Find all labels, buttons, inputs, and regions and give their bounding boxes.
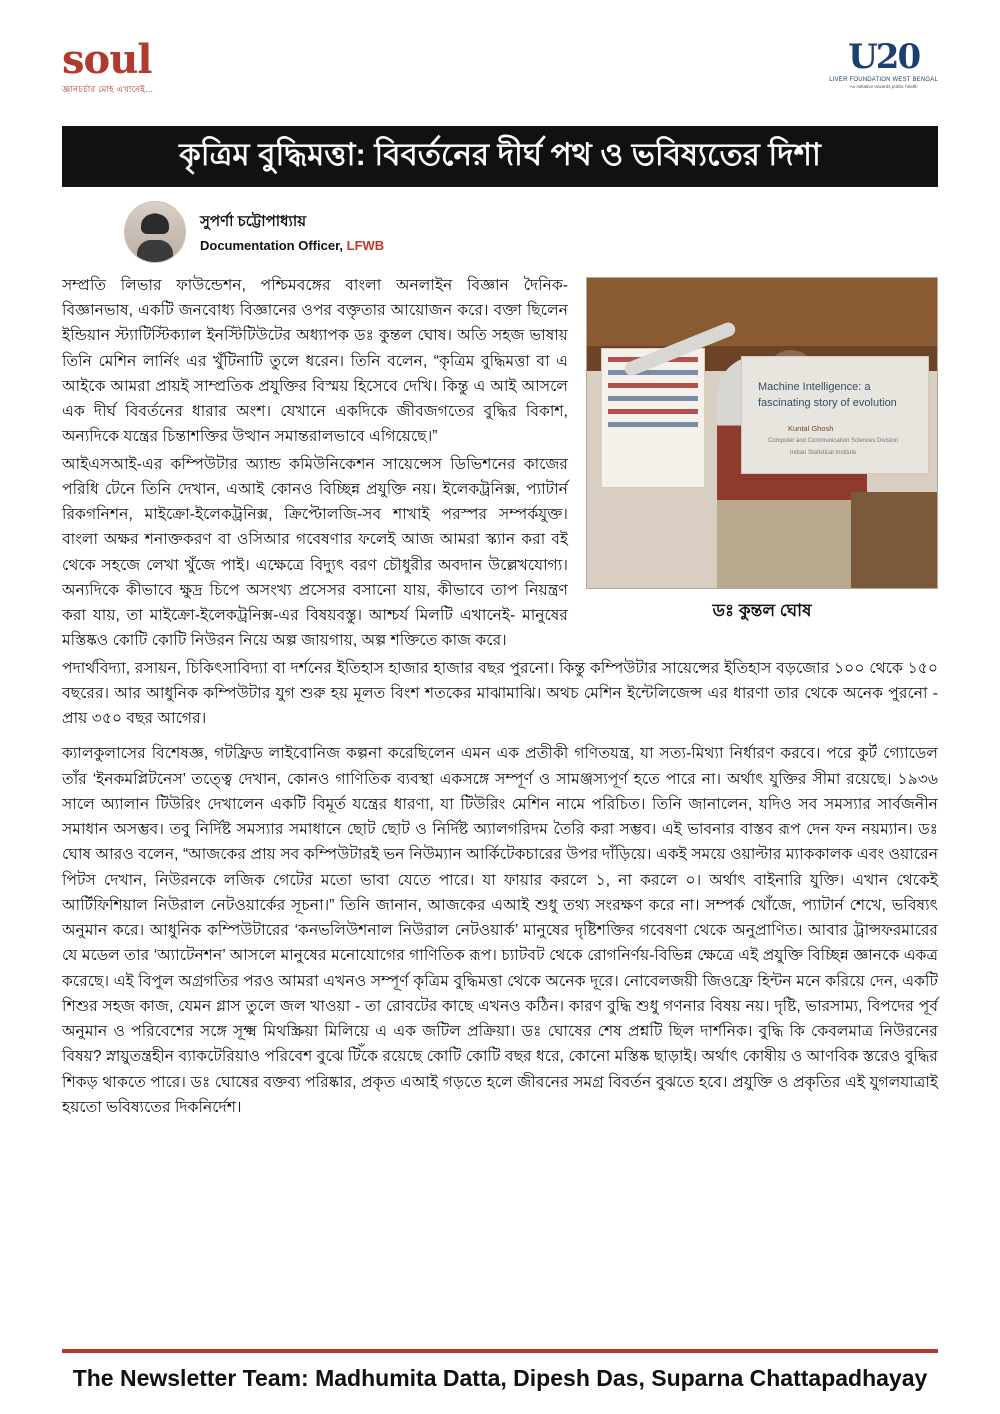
lfwb-logo-text: U20 [848, 37, 920, 77]
author-role-prefix: Documentation Officer, [200, 238, 347, 254]
event-banner [601, 348, 705, 488]
banner-line [608, 383, 698, 388]
banner-line [608, 422, 698, 427]
byline-text [200, 210, 384, 253]
banner-line [608, 409, 698, 414]
masthead [40, 36, 960, 118]
slide-division: Computer and Communication Sciences Division [768, 437, 899, 444]
author-role [200, 238, 384, 253]
article-body-lower [62, 741, 938, 1120]
avatar [124, 201, 186, 263]
footer [40, 1349, 960, 1392]
banner-line [608, 396, 698, 401]
slide-institute: Indian Statistical Institute [790, 449, 857, 456]
article-paragraph-2: আইএসআই-এর কম্পিউটার অ্যান্ড কমিউনিকেশন সায়েন্সেস ডিভিশনের কাজের পরিধি টেনে তিনি দেখান, এআই কোনও বিচ্ছিন্ন প্রযুক্তি নয়। ইলেকট্রনিক্স, প্যাটার্ন রিকগনিশন, মাইক্রো-ইলেকট্রনিক্স, ক্রিপ্টোলজি-সব শাখাই পরস্পর সম্পর্কযুক্ত। বাংলা অক্ষর শনাক্তকরণ বা ওসিআর গবেষণার ফলেই আজ আমরা স্ক্যান করা বই থেকে সহজে লেখা খুঁজে পাই। এক্ষেত্রে বিদ্যুৎ বরণ চৌধুরীর অবদান উল্লেখযোগ্য। অন্যদিকে কীভাবে ক্ষুদ্র চিপে অসংখ্য প্রসেসর বসানো যায়, কীভাবে তাপ নিয়ন্ত্রণ করা যায়, তা মাইক্রো-ইলেকট্রনিক্স-এর বিষয়বস্তু। আশ্চর্য মিলটি এখানেই- মানুষের মস্তিষ্কও কোটি কোটি নিউরন নিয়ে অল্প জায়গায়, অল্প শক্তিতে কাজ করে। [62, 455, 568, 650]
article-paragraph-4: ক্যালকুলাসের বিশেষজ্ঞ, গটফ্রিড লাইবোনিজ কল্পনা করেছিলেন এমন এক প্রতীকী গণিতযন্ত্র, যা সত্য-মিথ্যা নির্ধারণ করবে। পরে কুর্ট গ্যোডেল তাঁর ‘ইনকমপ্লিটনেস’ তত্ত্বে দেখান, কোনও গাণিতিক ব্যবস্থা একসঙ্গে সম্পূর্ণ ও সামঞ্জস্যপূর্ণ হতে পারে না। অর্থাৎ যুক্তির সীমা রয়েছে। ১৯৩৬ সালে অ্যালান টিউরিং দেখালেন একটি বিমূর্ত যন্ত্রের ধারণা, যা টিউরিং মেশিন নামে পরিচিত। তিনি জানালেন, যদিও সব সমস্যার সার্বজনীন সমাধান অসম্ভব। তবু নির্দিষ্ট সমস্যার সমাধানে ছোট ছোট ও নির্দিষ্ট অ্যালগরিদম তৈরি করা সম্ভব। এই ভাবনার বাস্তব রূপ দেন ফন নয়ম্যান। ডঃ ঘোষ আরও বলেন, “আজকের প্রায় সব কম্পিউটারই ভন নিউম্যান আর্কিটেকচারের উপর দাঁড়িয়ে। একই সময়ে ওয়াল্টার ম্যাককালক এবং ওয়ারেন পিটস দেখান, নিউরনকে লজিক গেটের মতো ভাবা যেতে পারে। যা ফায়ার করলে ১, না করলে ০। অর্থাৎ বাইনারি যুক্তি। এখান থেকেই আর্টিফিশিয়াল নিউরাল নেটওয়ার্কের সূচনা।” তিনি জানান, আজকের এআই শুধু তথ্য সংরক্ষণ করে না। সম্পর্ক খোঁজে, প্যাটার্ন শেখে, ভবিষ্যৎ অনুমান করে। আধুনিক কম্পিউটারের ‘কনভলিউশনাল নিউরাল নেটওয়ার্ক’ মানুষের দৃষ্টিশক্তির গবেষণা থেকে অনুপ্রাণিত। আবার ট্রান্সফরমারের যে মডেল তার ‘অ্যাটেনশন’ আসলে মানুষের মনোযোগের গাণিতিক রূপ। চ্যাটবট থেকে রোগনির্ণয়-বিভিন্ন ক্ষেত্রে এই প্রযুক্তি বিচ্ছিন্ন জ্ঞানকে একত্র করেছে। এই বিপুল অগ্রগতির পরও আমরা এখনও সম্পূর্ণ কৃত্রিম বুদ্ধিমত্তা থেকে অনেক দূরে। নোবেলজয়ী জিওফ্রে হিন্টন মনে করিয়ে দেন, একটি শিশুর সহজ কাজ, যেমন গ্লাস তুলে জল খাওয়া - তা রোবটের কাছে এখনও কঠিন। কারণ বুদ্ধি শুধু গণনার বিষয় নয়। দৃষ্টি, ভারসাম্য, বিপদের পূর্ব অনুমান ও পরিবেশের সঙ্গে সূক্ষ্ম মিথস্ক্রিয়া মিলিয়ে এ এক জটিল প্রক্রিয়া। ডঃ ঘোষের শেষ প্রশ্নটি ছিল দার্শনিক। বুদ্ধি কি কেবলমাত্র নিউরনের বিষয়? স্নায়ুতন্ত্রহীন ব্যাকটেরিয়াও পরিবেশ বুঝে টিঁকে রয়েছে কোটি কোটি বছর ধরে, কোনো মস্তিষ্ক ছাড়াই। অর্থাৎ কোষীয় ও আণবিক স্তরেও বুদ্ধির শিকড় থাকতে পারে। ডঃ ঘোষের বক্তব্য পরিষ্কার, প্রকৃত এআই গড়তে হলে জীবনের সমগ্র বিবর্তন বুঝতে হবে। প্রযুক্তি ও প্রকৃতির এই যুগলযাত্রাই হয়তো ভবিষ্যতের দিকনির্দেশ। [62, 745, 938, 1116]
presentation-slide [741, 356, 929, 474]
banner-line [608, 370, 698, 375]
lecture-photo [586, 277, 938, 589]
article-body [62, 273, 938, 732]
article-paragraph-1: সম্প্রতি লিভার ফাউন্ডেশন, পশ্চিমবঙ্গের বাংলা অনলাইন বিজ্ঞান দৈনিক- বিজ্ঞানভাষ, একটি জনবোধ্য বিজ্ঞানের ওপর বক্তৃতার আয়োজন করে। বক্তা ছিলেন ইন্ডিয়ান স্ট্যাটিস্টিক্যাল ইনস্টিটিউটের অধ্যাপক ডঃ কুন্তল ঘোষ। অতি সহজ ভাষায় তিনি মেশিন লার্নিং এর খুঁটিনাটি তুলে ধরেন। তিনি বলেন, “কৃত্রিম বুদ্ধিমত্তা বা এ আইকে আমরা প্রায়ই সাম্প্রতিক প্রযুক্তির বিস্ময় হিসেবে দেখি। কিন্তু এ আই আসলে এক দীর্ঘ বিবর্তনের ধারার অংশ। যেখানে একদিকে জীবজগতের বুদ্ধির বিকাশ, অন্যদিকে যন্ত্রের চিন্তাশক্তির উত্থান সমান্তরালভাবে এগিয়েছে।” [62, 276, 568, 446]
soul-logo-word: soul [62, 36, 152, 83]
author-org: LFWB [346, 238, 385, 254]
lfwb-logo-subtagline: An initiative towards public health [849, 84, 918, 89]
footer-divider [62, 1349, 938, 1353]
lfwb-logo-tagline: LIVER FOUNDATION WEST BENGAL [829, 77, 938, 83]
soul-logo-subtitle: জ্ঞানচর্চার মোহ এখানেই... [62, 84, 154, 94]
headline-band [62, 126, 938, 187]
lfwb-logo [829, 37, 938, 89]
newsletter-team: The Newsletter Team: Madhumita Datta, Dipesh Das, Suparna Chattapadhayay [72, 1365, 928, 1391]
page-title: কৃত্রিম বুদ্ধিমত্তা: বিবর্তনের দীর্ঘ পথ ও ভবিষ্যতের দিশা [179, 137, 821, 172]
author-name: সুপর্ণা চট্টোপাধ্যায় [200, 213, 307, 231]
podium [851, 492, 937, 588]
figure-caption: ডঃ কুন্তল ঘোষ [712, 600, 812, 620]
slide-title-line1: Machine Intelligence: a [758, 380, 871, 393]
article-paragraph-3: পদার্থবিদ্যা, রসায়ন, চিকিৎসাবিদ্যা বা দর্শনের ইতিহাস হাজার হাজার বছর পুরনো। কিন্তু কম্পিউটার সায়েন্সের ইতিহাস বড়জোর ১০০ থেকে ১৫০ বছরের। আর আধুনিক কম্পিউটার যুগ শুরু হয় মূলত বিংশ শতকের মাঝামাঝি। অথচ মেশিন ইন্টেলিজেন্স এর ধারণা তার থেকে অনেক পুরনো - প্রায় ৩৫০ বছর আগের। [62, 659, 938, 727]
slide-presenter: Kuntal Ghosh [788, 423, 834, 433]
soul-logo [62, 36, 154, 94]
byline [124, 201, 960, 263]
lecture-figure [586, 277, 938, 625]
slide-title-line2: fascinating story of evolution [758, 396, 897, 409]
